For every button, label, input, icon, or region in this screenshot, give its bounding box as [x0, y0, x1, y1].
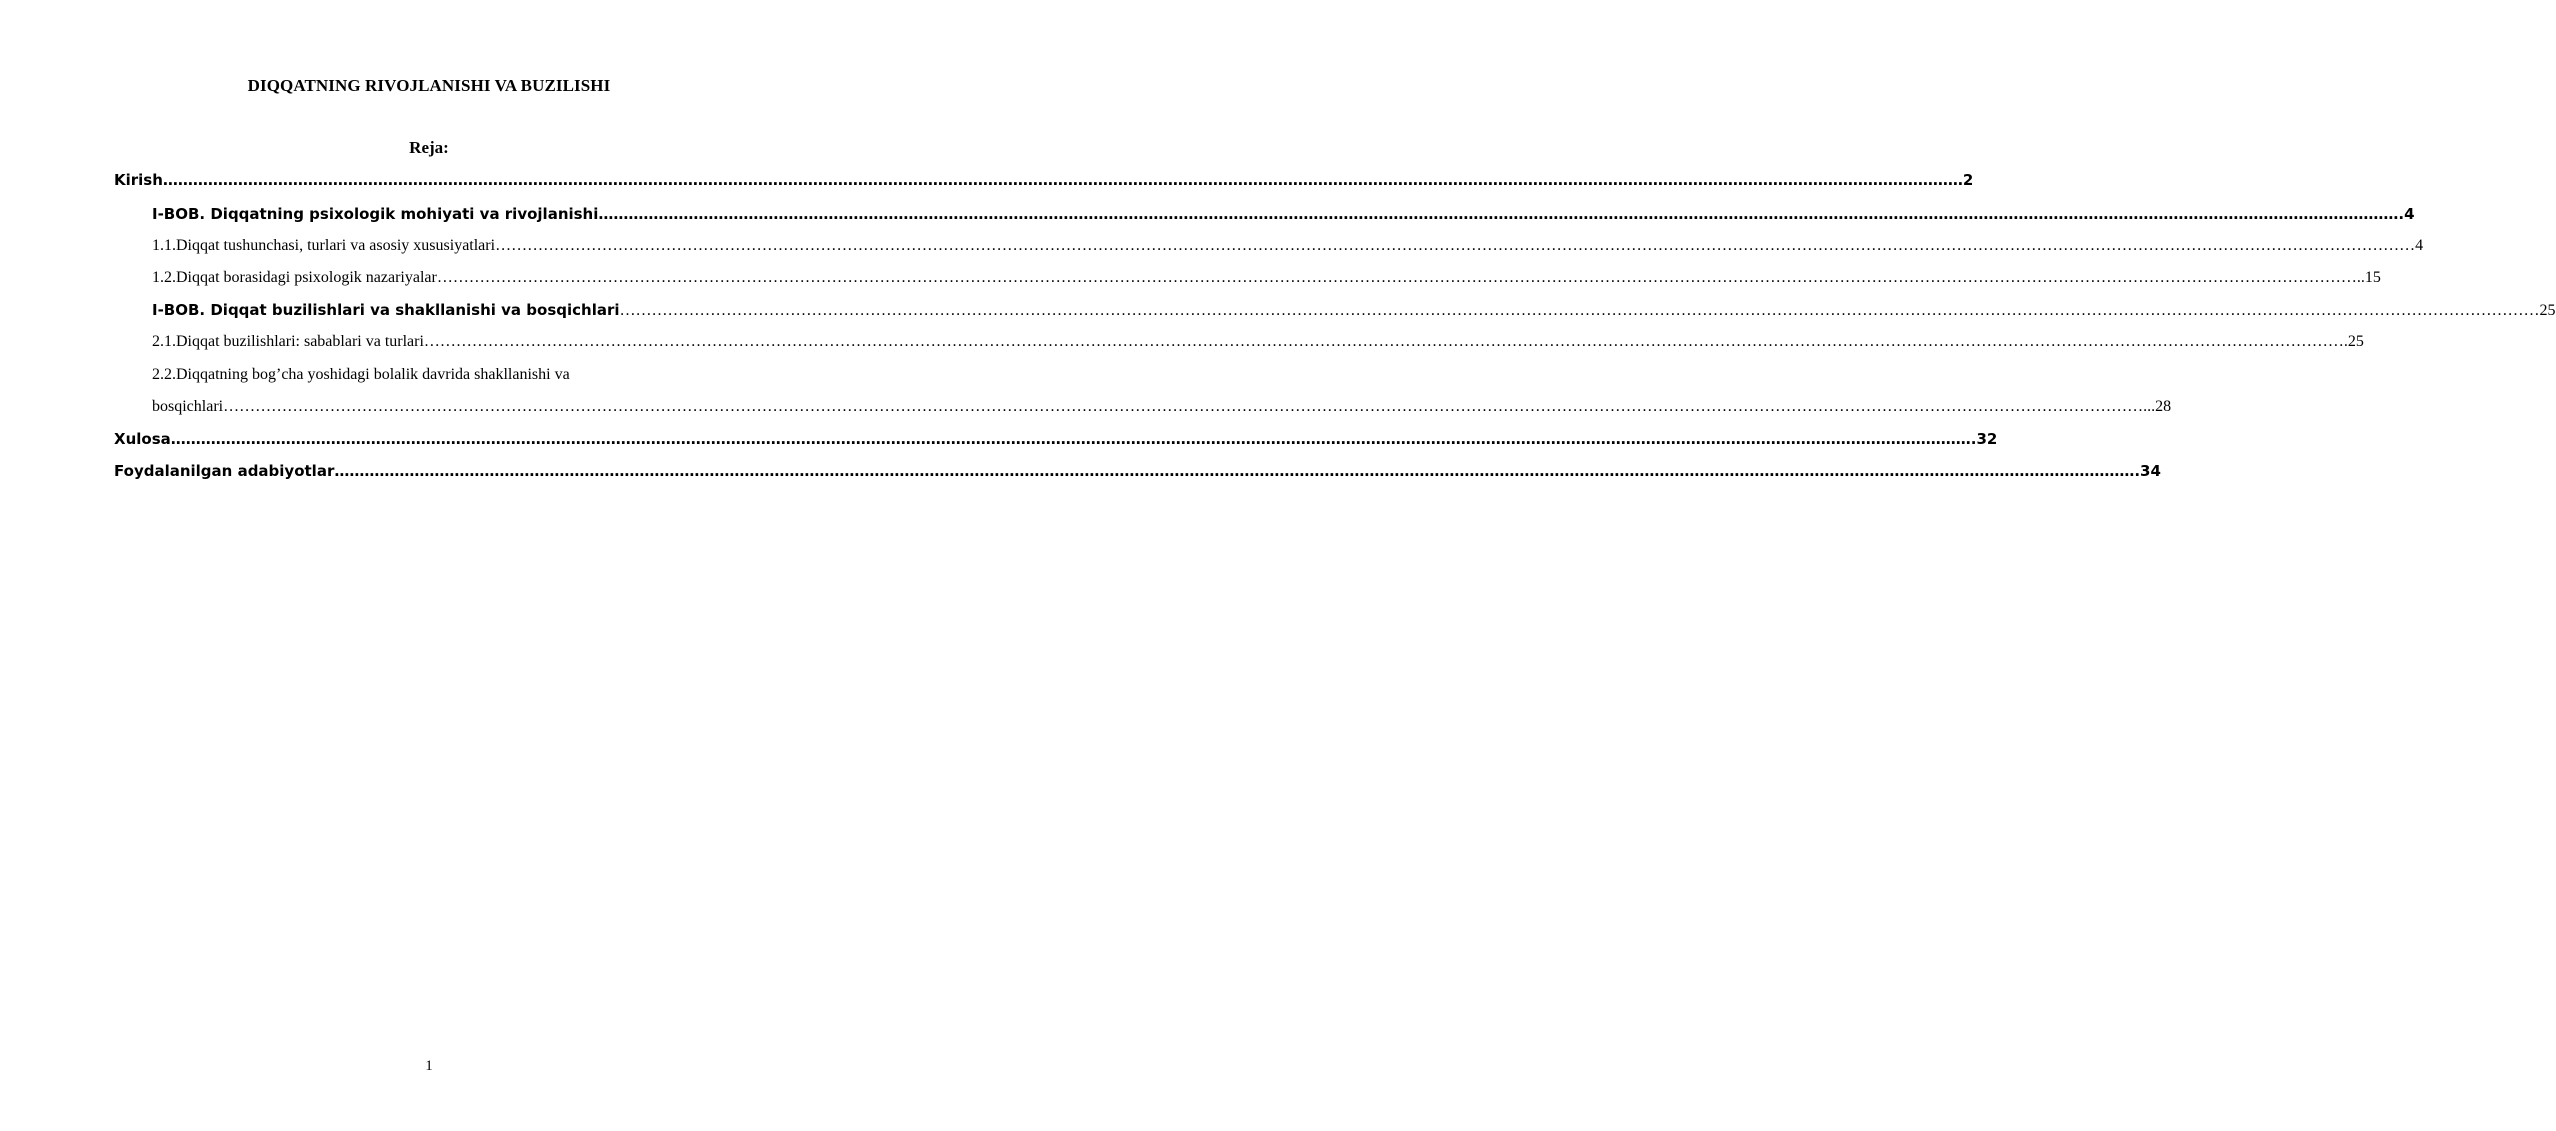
toc-entry-chapter-1[interactable] [152, 203, 2415, 225]
toc-leader-dots: ……………………………………………………………………………………………………………………………………………………………………………………………………………………………………………………………………………………………………………………………… [334, 462, 2135, 480]
toc-entry-page: 2 [1962, 171, 1974, 189]
toc-entry-label: I-BOB. Diqqat buzilishlari va shakllanishi va bosqichlari [152, 301, 620, 319]
document-title: DIQQATNING RIVOJLANISHI VA BUZILISHI [247, 76, 611, 95]
toc-entry-label: 1.1.Diqqat tushunchasi, turlari va asosiy xususiyatlari [152, 237, 496, 254]
toc-entry-references[interactable] [114, 460, 2161, 482]
toc-entry-section-2-2[interactable] [152, 396, 2172, 418]
toc-entry-label: Kirish [114, 171, 163, 189]
toc-entry-page: ..15 [2356, 269, 2381, 286]
toc-entry-conclusion[interactable] [114, 428, 1998, 450]
toc-entry-section-1-1[interactable] [152, 235, 2424, 257]
toc-leader-dots: ……………………………………………………………………………………………………………………………………………………………………………………………………………………………………………………………………………………………………………………………… [170, 430, 1971, 448]
toc-leader-dots: ……………………………………………………………………………………………………………………………………………………………………………………………………………………………………………………………………………………………………………………………… [598, 205, 2399, 223]
page-number: 1 [425, 1058, 433, 1074]
toc-entry-label: I-BOB. Diqqatning psixologik mohiyati va rivojlanishi [152, 205, 599, 223]
toc-leader-dots: ……………………………………………………………………………………………………………………………………………………………………………………………………………………………………………………………………………………………………………………………… [223, 398, 2144, 415]
toc-entry-section-1-2[interactable] [152, 267, 2381, 289]
toc-entry-intro[interactable] [114, 169, 1974, 191]
toc-entry-chapter-2[interactable] [152, 299, 2556, 321]
toc-leader-dots: ……………………………………………………………………………………………………………………………………………………………………………………………………………………………………………………………………………………………………………………………… [619, 302, 2540, 319]
toc-entry-page: .32 [1970, 430, 1998, 448]
toc-entry-page: .34 [2134, 462, 2161, 480]
toc-entry-label: 1.2.Diqqat borasidagi psixologik nazariyalar [152, 269, 437, 286]
toc-entry-page: 4 [2415, 237, 2424, 254]
toc-entry-label: 2.1.Diqqat buzilishlari: sabablari va turlari [152, 333, 424, 350]
toc-leader-dots: ……………………………………………………………………………………………………………………………………………………………………………………………………………………………………………………………………………………………………………………………… [162, 171, 1963, 189]
toc-entry-label: bosqichlari [152, 398, 224, 415]
plan-heading: Reja: [409, 138, 449, 157]
toc-entry-page: ...28 [2143, 398, 2172, 415]
toc-entry-page: 25 [2539, 302, 2556, 319]
toc-leader-dots: ……………………………………………………………………………………………………………………………………………………………………………………………………………………………………………………………………………………………………………………………… [436, 269, 2357, 286]
toc-leader-dots: ……………………………………………………………………………………………………………………………………………………………………………………………………………………………………………………………………………………………………………………………… [495, 237, 2416, 254]
toc-entry-label: Foydalanilgan adabiyotlar [114, 462, 335, 480]
toc-entry-label: Xulosa [114, 430, 171, 448]
toc-entry-section-2-2-line1[interactable]: 2.2.Diqqatning bog’cha yoshidagi bolalik davrida shakllanishi va [152, 366, 570, 383]
toc-entry-section-2-1[interactable] [152, 331, 2364, 353]
toc-leader-dots: ……………………………………………………………………………………………………………………………………………………………………………………………………………………………………………………………………………………………………………………………… [423, 333, 2344, 350]
toc-entry-page: .4 [2398, 205, 2415, 223]
toc-entry-page: .25 [2343, 333, 2364, 350]
